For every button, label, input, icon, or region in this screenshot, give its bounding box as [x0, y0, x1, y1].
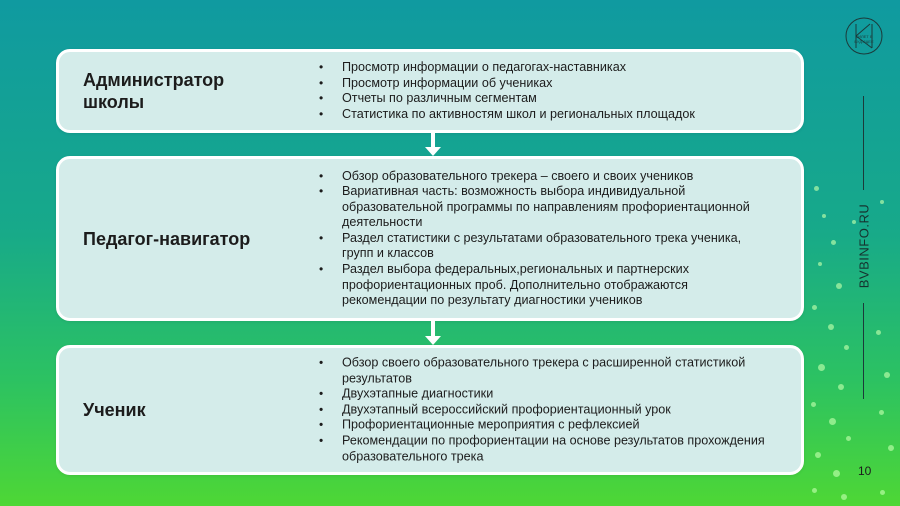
logo-icon — [844, 16, 884, 56]
sidebar-divider — [863, 96, 864, 190]
list-item: • Двухэтапный всероссийский профориентационный урок — [315, 402, 771, 418]
list-item: • Профориентационные мероприятия с рефлексией — [315, 418, 771, 434]
card-title: Ученик — [83, 400, 146, 420]
card-title: Администратор школы — [83, 70, 225, 112]
feature-list — [315, 60, 771, 122]
list-item: • Рекомендации по профориентации на основе результатов прохождения образовательного трека — [315, 433, 771, 464]
sidebar-divider — [863, 303, 864, 399]
card-teacher-navigator — [56, 156, 804, 321]
list-item: • Двухэтапные диагностики — [315, 387, 771, 403]
list-item: • Отчеты по различным сегментам — [315, 91, 771, 107]
svg-text:БУДУЩЕЕ: БУДУЩЕЕ — [854, 39, 874, 44]
list-item: • Просмотр информации об учениках — [315, 75, 771, 91]
feature-list — [315, 355, 771, 464]
card-school-admin — [56, 49, 804, 133]
list-item: • Вариативная часть: возможность выбора индивидуальной образовательной программы по направлениям профориентационной деятельности — [315, 184, 771, 231]
arrow-down-icon — [428, 133, 438, 156]
arrow-down-icon — [428, 321, 438, 345]
site-url: BVBINFO.RU — [856, 203, 872, 289]
list-item: • Статистика по активностям школ и региональных площадок — [315, 107, 771, 123]
svg-text:БИЛЕТ В: БИЛЕТ В — [855, 34, 873, 39]
page-number: 10 — [858, 464, 872, 478]
list-item: • Просмотр информации о педагогах-наставниках — [315, 60, 771, 76]
card-title: Педагог-навигатор — [83, 228, 251, 249]
feature-list — [315, 168, 771, 308]
card-student — [56, 345, 804, 475]
list-item: • Обзор своего образовательного трекера с расширенной статистикой результатов — [315, 355, 771, 386]
list-item: • Раздел статистики с результатами образовательного трека ученика, групп и классов — [315, 231, 771, 262]
list-item: • Обзор образовательного трекера – своего и своих учеников — [315, 168, 771, 184]
list-item: • Раздел выбора федеральных,региональных и партнерских профориентационных проб. Дополнительно отображаются рекомендации по результату диагностики учеников — [315, 262, 771, 309]
